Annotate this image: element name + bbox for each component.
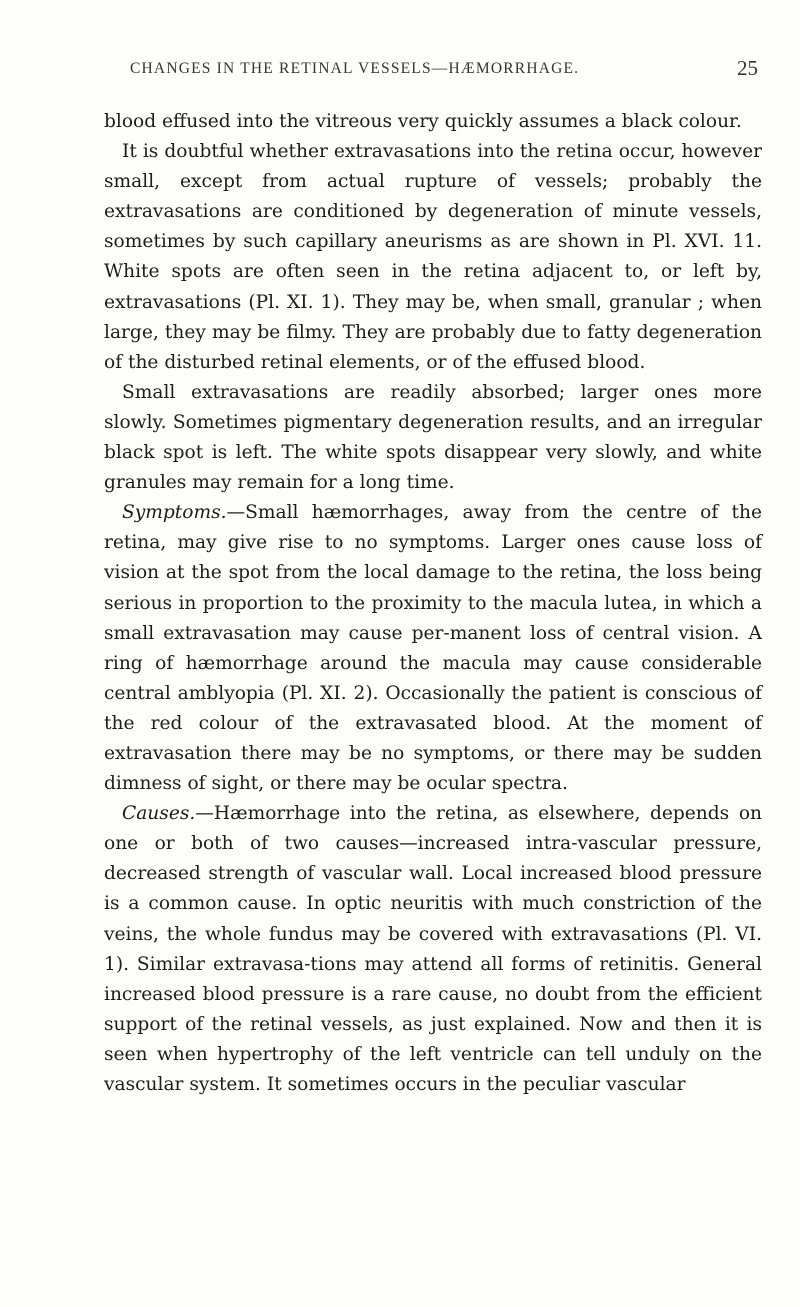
paragraph-text: It is doubtful whether extravasations into the retina occur, however small, except from actual rupture of vessels; probably the extravasations are conditioned by degeneration of minute vessels, sometimes by such capillary aneurisms as are shown in Pl. XVI. 11. White spots are often seen in the retina adjacent to, or left by, extravasations (Pl. XI. 1). They may be, when small, granular ; when large, they may be filmy. They are probably due to fatty degeneration of the disturbed retinal elements, or of the effused blood. (104, 141, 762, 373)
page-number: 25 (737, 56, 758, 80)
paragraph-continuation (104, 107, 762, 137)
paragraph-text: blood effused into the vitreous very quickly assumes a black colour. (104, 111, 742, 132)
paragraph-symptoms (104, 498, 762, 799)
run-in-heading-symptoms: Symptoms. (122, 502, 227, 524)
paragraph-absorption (104, 378, 762, 498)
running-title: CHANGES IN THE RETINAL VESSELS—HÆMORRHAGE. (130, 60, 580, 77)
paragraph-text: Small extravasations are readily absorbed; larger ones more slowly. Sometimes pigmentary degeneration results, and an irregular black spot is left. The white spots disappear very slowly, and white granules may remain for a long time. (104, 381, 762, 494)
run-in-heading-causes: Causes. (122, 803, 196, 825)
running-head (0, 56, 800, 90)
paragraph-text: —Small hæmorrhages, away from the centre of the retina, may give rise to no symptoms. Larger ones cause loss of vision at the spot from the local damage to the retina, the loss being serious in proportion to the proximity to the macula lutea, in which a small extravasation may cause per-manent loss of central vision. A ring of hæmorrhage around the macula may cause considerable central amblyopia (Pl. XI. 2). Occasionally the patient is conscious of the red colour of the extravasated blood. At the moment of extravasation there may be no symptoms, or there may be sudden dimness of sight, or there may be ocular spectra. (104, 502, 762, 795)
paragraph-extravasations (104, 137, 762, 378)
paragraph-text: —Hæmorrhage into the retina, as elsewhere, depends on one or both of two causes—increased intra-vascular pressure, decreased strength of vascular wall. Local increased blood pressure is a common cause. In optic neuritis with much constriction of the veins, the whole fundus may be covered with extravasations (Pl. VI. 1). Similar extravasa-tions may attend all forms of retinitis. General increased blood pressure is a rare cause, no doubt from the efficient support of the retinal vessels, as just explained. Now and then it is seen when hypertrophy of the left ventricle can tell unduly on the vascular system. It sometimes occurs in the peculiar vascular (104, 803, 762, 1095)
body-text (104, 107, 762, 1100)
paragraph-causes (104, 799, 762, 1100)
